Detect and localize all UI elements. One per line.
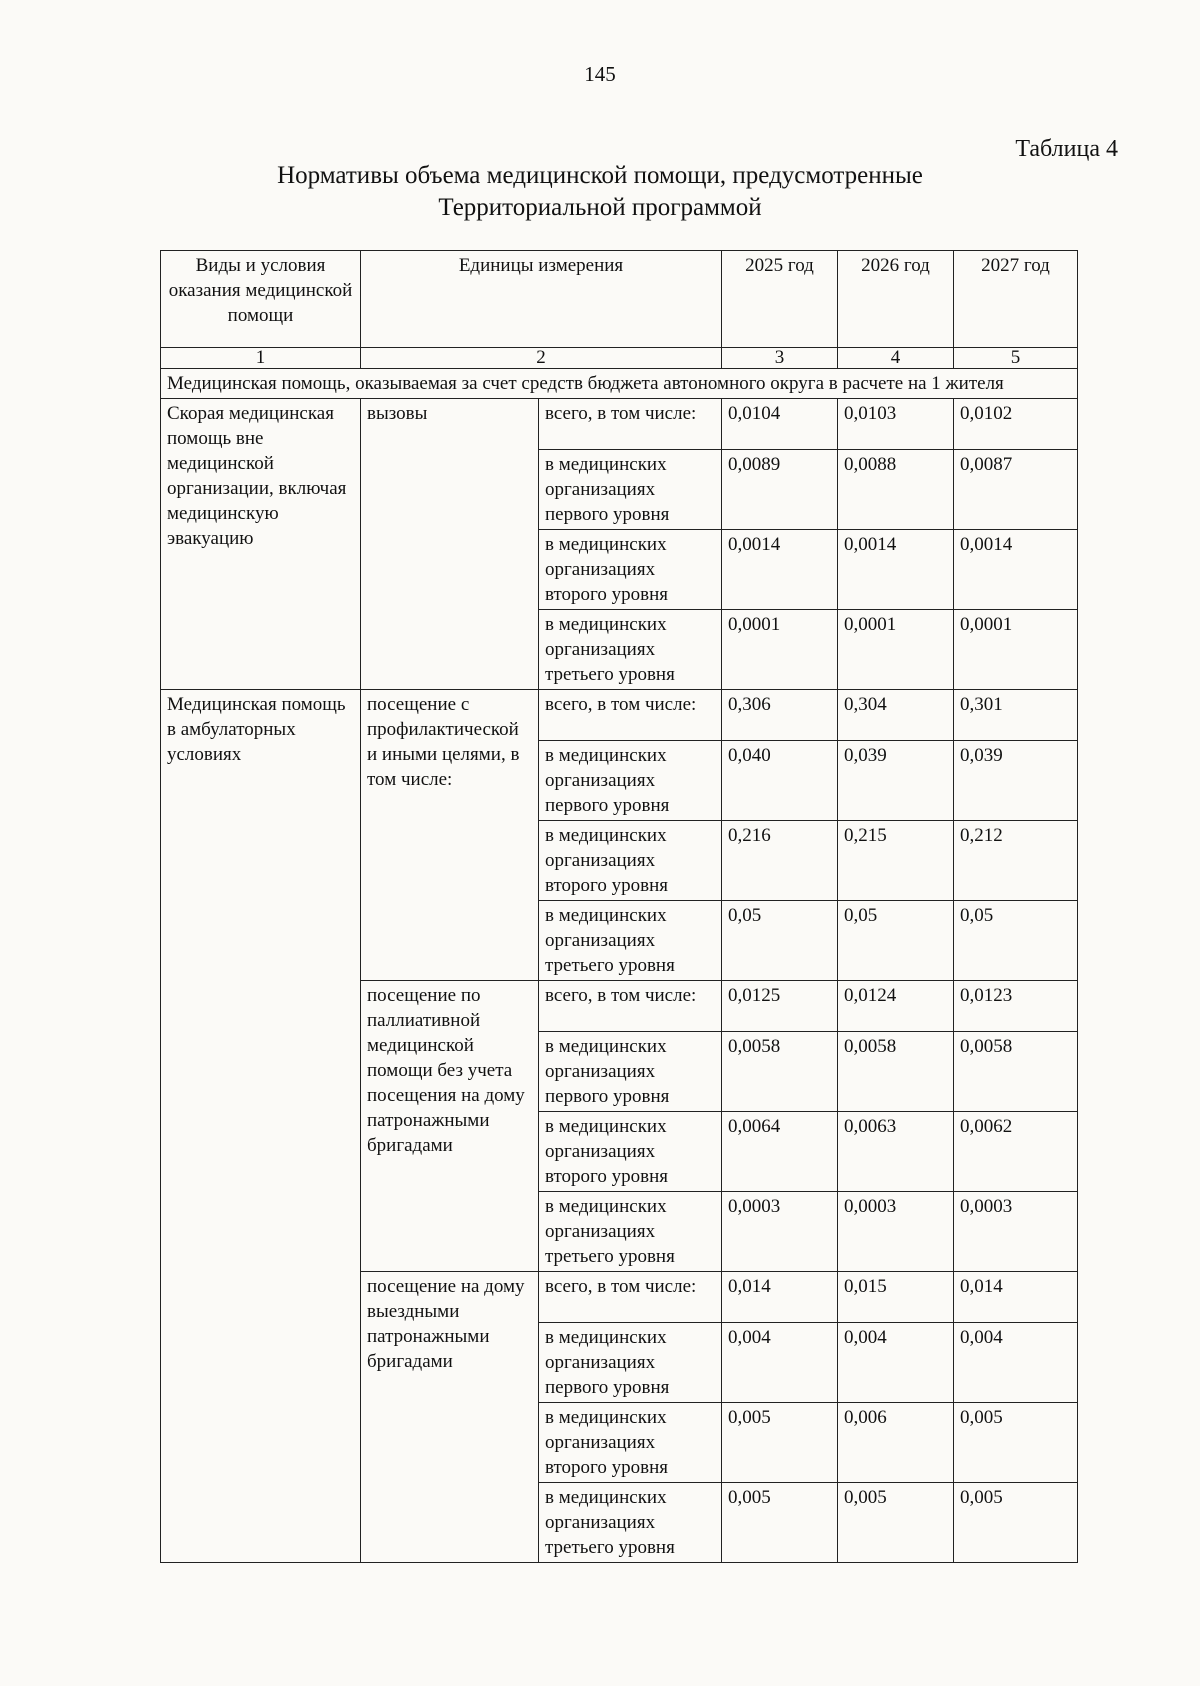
sub-label: в медицинских организациях третьего уровня	[539, 1192, 722, 1272]
value-2026: 0,0014	[838, 530, 954, 610]
value-2025: 0,014	[722, 1272, 838, 1323]
sub-label: в медицинских организациях первого уровня	[539, 1323, 722, 1403]
value-2026: 0,0001	[838, 610, 954, 690]
care-type-cell: Скорая медицинская помощь вне медицинской организации, включая медицинскую эвакуацию	[161, 399, 361, 690]
value-2026: 0,304	[838, 690, 954, 741]
value-2027: 0,014	[954, 1272, 1078, 1323]
col-num-4: 4	[838, 348, 954, 369]
section-row	[161, 369, 1078, 399]
sub-label: в медицинских организациях третьего уровня	[539, 1483, 722, 1563]
value-2027: 0,039	[954, 741, 1078, 821]
col-num-2: 2	[361, 348, 722, 369]
col-num-5: 5	[954, 348, 1078, 369]
value-2026: 0,0088	[838, 450, 954, 530]
value-2027: 0,004	[954, 1323, 1078, 1403]
value-2025: 0,0058	[722, 1032, 838, 1112]
value-2027: 0,0003	[954, 1192, 1078, 1272]
value-2026: 0,006	[838, 1403, 954, 1483]
sub-label: всего, в том числе:	[539, 690, 722, 741]
header-2027: 2027 год	[954, 251, 1078, 348]
value-2026: 0,0058	[838, 1032, 954, 1112]
sub-label: всего, в том числе:	[539, 1272, 722, 1323]
section-title: Медицинская помощь, оказываемая за счет средств бюджета автономного округа в расчете на 1 жителя	[161, 369, 1078, 399]
value-2025: 0,040	[722, 741, 838, 821]
value-2025: 0,005	[722, 1483, 838, 1563]
value-2025: 0,0104	[722, 399, 838, 450]
value-2026: 0,039	[838, 741, 954, 821]
value-2027: 0,005	[954, 1483, 1078, 1563]
header-2026: 2026 год	[838, 251, 954, 348]
value-2026: 0,0063	[838, 1112, 954, 1192]
sub-label: в медицинских организациях первого уровня	[539, 741, 722, 821]
sub-label: в медицинских организациях третьего уровня	[539, 610, 722, 690]
value-2025: 0,306	[722, 690, 838, 741]
table-row	[161, 399, 1078, 450]
title-line-1: Нормативы объема медицинской помощи, предусмотренные	[277, 162, 923, 189]
sub-label: в медицинских организациях второго уровня	[539, 1112, 722, 1192]
table-label: Таблица 4	[1015, 136, 1118, 162]
column-number-row	[161, 348, 1078, 369]
sub-label: в медицинских организациях второго уровня	[539, 1403, 722, 1483]
value-2025: 0,0014	[722, 530, 838, 610]
value-2025: 0,0089	[722, 450, 838, 530]
sub-label: в медицинских организациях первого уровня	[539, 1032, 722, 1112]
value-2026: 0,0003	[838, 1192, 954, 1272]
value-2025: 0,216	[722, 821, 838, 901]
value-2025: 0,05	[722, 901, 838, 981]
value-2025: 0,005	[722, 1403, 838, 1483]
value-2027: 0,0087	[954, 450, 1078, 530]
value-2025: 0,004	[722, 1323, 838, 1403]
title-line-2: Территориальной программой	[438, 194, 762, 221]
sub-label: всего, в том числе:	[539, 399, 722, 450]
header-unit: Единицы измерения	[361, 251, 722, 348]
value-2025: 0,0001	[722, 610, 838, 690]
sub-label: в медицинских организациях первого уровня	[539, 450, 722, 530]
page-number: 145	[584, 62, 616, 86]
value-2026: 0,215	[838, 821, 954, 901]
value-2025: 0,0125	[722, 981, 838, 1032]
sub-label: всего, в том числе:	[539, 981, 722, 1032]
value-2027: 0,0014	[954, 530, 1078, 610]
value-2027: 0,212	[954, 821, 1078, 901]
value-2026: 0,015	[838, 1272, 954, 1323]
unit-cell: посещение на дому выездными патронажными бригадами	[361, 1272, 539, 1563]
value-2027: 0,0058	[954, 1032, 1078, 1112]
value-2025: 0,0064	[722, 1112, 838, 1192]
sub-label: в медицинских организациях второго уровня	[539, 821, 722, 901]
col-num-3: 3	[722, 348, 838, 369]
table-row	[161, 690, 1078, 741]
unit-cell: посещение по паллиативной медицинской помощи без учета посещения на дому патронажными бригадами	[361, 981, 539, 1272]
header-2025: 2025 год	[722, 251, 838, 348]
unit-cell: посещение с профилактической и иными целями, в том числе:	[361, 690, 539, 981]
value-2026: 0,004	[838, 1323, 954, 1403]
col-num-1: 1	[161, 348, 361, 369]
sub-label: в медицинских организациях третьего уровня	[539, 901, 722, 981]
document-title	[150, 160, 1050, 224]
unit-cell: вызовы	[361, 399, 539, 690]
value-2026: 0,0103	[838, 399, 954, 450]
header-type: Виды и условия оказания медицинской помощи	[161, 251, 361, 348]
sub-label: в медицинских организациях второго уровня	[539, 530, 722, 610]
norms-table	[160, 250, 1078, 1563]
value-2027: 0,005	[954, 1403, 1078, 1483]
value-2027: 0,301	[954, 690, 1078, 741]
value-2027: 0,0123	[954, 981, 1078, 1032]
value-2026: 0,0124	[838, 981, 954, 1032]
value-2027: 0,0102	[954, 399, 1078, 450]
value-2027: 0,05	[954, 901, 1078, 981]
value-2025: 0,0003	[722, 1192, 838, 1272]
header-row	[161, 251, 1078, 348]
value-2026: 0,005	[838, 1483, 954, 1563]
value-2027: 0,0001	[954, 610, 1078, 690]
care-type-cell: Медицинская помощь в амбулаторных условиях	[161, 690, 361, 1563]
value-2026: 0,05	[838, 901, 954, 981]
value-2027: 0,0062	[954, 1112, 1078, 1192]
